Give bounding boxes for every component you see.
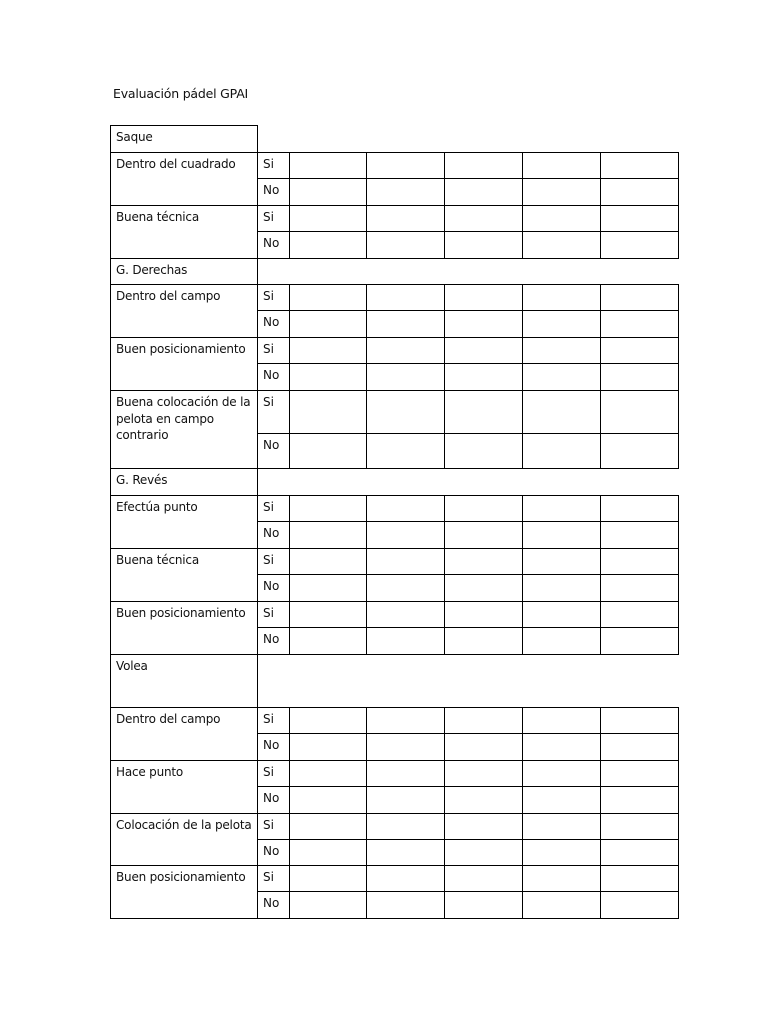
score-cell[interactable] — [445, 761, 523, 787]
score-cell[interactable] — [523, 496, 601, 522]
section-label: G. Derechas — [111, 259, 258, 285]
score-cell[interactable] — [523, 434, 601, 469]
score-cell[interactable] — [601, 434, 679, 469]
score-cell[interactable] — [367, 549, 445, 575]
score-cell[interactable] — [445, 179, 523, 206]
score-cell[interactable] — [290, 892, 367, 919]
score-cell[interactable] — [523, 206, 601, 232]
option-yes-label: Si — [258, 602, 290, 628]
score-cell[interactable] — [601, 761, 679, 787]
score-cell[interactable] — [445, 206, 523, 232]
score-cell[interactable] — [523, 892, 601, 919]
criterion-row-yes — [111, 153, 679, 179]
score-cell[interactable] — [367, 434, 445, 469]
criterion-label: Dentro del campo — [111, 708, 258, 761]
score-cell[interactable] — [367, 866, 445, 892]
criterion-row-yes — [111, 761, 679, 787]
score-cell[interactable] — [367, 892, 445, 919]
score-cell[interactable] — [445, 311, 523, 338]
criterion-row-yes — [111, 708, 679, 734]
score-cell[interactable] — [367, 179, 445, 206]
score-cell[interactable] — [445, 434, 523, 469]
score-cell[interactable] — [601, 575, 679, 602]
option-no-label: No — [258, 840, 290, 866]
score-cell[interactable] — [523, 734, 601, 761]
score-cell[interactable] — [367, 734, 445, 761]
criterion-label: Buena técnica — [111, 206, 258, 259]
score-cell[interactable] — [523, 549, 601, 575]
score-cell[interactable] — [601, 179, 679, 206]
score-cell[interactable] — [601, 708, 679, 734]
section-label: G. Revés — [111, 469, 258, 496]
section-blank — [258, 469, 679, 496]
criterion-label: Dentro del cuadrado — [111, 153, 258, 206]
criterion-row-yes — [111, 338, 679, 364]
score-cell[interactable] — [445, 522, 523, 549]
score-cell[interactable] — [290, 628, 367, 655]
evaluation-table — [110, 125, 679, 919]
score-cell[interactable] — [445, 787, 523, 814]
score-cell[interactable] — [445, 628, 523, 655]
score-cell[interactable] — [290, 285, 367, 311]
criterion-label: Efectúa punto — [111, 496, 258, 549]
score-cell[interactable] — [523, 761, 601, 787]
score-cell[interactable] — [290, 496, 367, 522]
score-cell[interactable] — [290, 522, 367, 549]
score-cell[interactable] — [445, 338, 523, 364]
option-yes-label: Si — [258, 866, 290, 892]
score-cell[interactable] — [290, 364, 367, 391]
score-cell[interactable] — [601, 734, 679, 761]
score-cell[interactable] — [601, 311, 679, 338]
criterion-label: Buen posicionamiento — [111, 338, 258, 391]
score-cell[interactable] — [290, 602, 367, 628]
score-cell[interactable] — [290, 734, 367, 761]
score-cell[interactable] — [445, 734, 523, 761]
score-cell[interactable] — [523, 311, 601, 338]
score-cell[interactable] — [367, 311, 445, 338]
score-cell[interactable] — [601, 153, 679, 179]
criterion-row-yes — [111, 602, 679, 628]
score-cell[interactable] — [367, 206, 445, 232]
score-cell[interactable] — [367, 232, 445, 259]
score-cell[interactable] — [523, 391, 601, 434]
criterion-label: Buen posicionamiento — [111, 866, 258, 919]
score-cell[interactable] — [445, 549, 523, 575]
score-cell[interactable] — [367, 575, 445, 602]
score-cell[interactable] — [367, 787, 445, 814]
score-cell[interactable] — [367, 496, 445, 522]
score-cell[interactable] — [601, 496, 679, 522]
score-cell[interactable] — [523, 628, 601, 655]
score-cell[interactable] — [290, 434, 367, 469]
score-cell[interactable] — [445, 364, 523, 391]
score-cell[interactable] — [601, 522, 679, 549]
score-cell[interactable] — [445, 575, 523, 602]
score-cell[interactable] — [290, 787, 367, 814]
score-cell[interactable] — [445, 496, 523, 522]
score-cell[interactable] — [445, 232, 523, 259]
criterion-label: Hace punto — [111, 761, 258, 814]
criterion-row-yes — [111, 496, 679, 522]
criterion-row-yes — [111, 814, 679, 840]
criterion-label: Buena colocación de la pelota en campo contrario — [111, 391, 258, 469]
score-cell[interactable] — [601, 628, 679, 655]
score-cell[interactable] — [367, 814, 445, 840]
score-cell[interactable] — [445, 866, 523, 892]
score-cell[interactable] — [523, 814, 601, 840]
score-cell[interactable] — [601, 364, 679, 391]
score-cell[interactable] — [290, 179, 367, 206]
score-cell[interactable] — [290, 549, 367, 575]
criterion-label: Buen posicionamiento — [111, 602, 258, 655]
criterion-row-yes — [111, 549, 679, 575]
score-cell[interactable] — [523, 232, 601, 259]
score-cell[interactable] — [367, 338, 445, 364]
score-cell[interactable] — [523, 338, 601, 364]
score-cell[interactable] — [367, 153, 445, 179]
score-cell[interactable] — [367, 285, 445, 311]
option-yes-label: Si — [258, 153, 290, 179]
option-no-label: No — [258, 434, 290, 469]
score-cell[interactable] — [290, 575, 367, 602]
score-cell[interactable] — [601, 866, 679, 892]
option-no-label: No — [258, 892, 290, 919]
section-row — [111, 655, 679, 708]
document-title: Evaluación pádel GPAI — [113, 86, 249, 101]
option-yes-label: Si — [258, 814, 290, 840]
score-cell[interactable] — [290, 708, 367, 734]
score-cell[interactable] — [290, 814, 367, 840]
criterion-label: Dentro del campo — [111, 285, 258, 338]
score-cell[interactable] — [367, 708, 445, 734]
section-row — [111, 126, 679, 153]
score-cell[interactable] — [367, 391, 445, 434]
criterion-label: Colocación de la pelota — [111, 814, 258, 866]
criterion-label: Buena técnica — [111, 549, 258, 602]
score-cell[interactable] — [523, 285, 601, 311]
score-cell[interactable] — [523, 787, 601, 814]
score-cell[interactable] — [290, 232, 367, 259]
score-cell[interactable] — [445, 814, 523, 840]
section-label: Saque — [111, 126, 258, 153]
score-cell[interactable] — [523, 866, 601, 892]
score-cell[interactable] — [523, 522, 601, 549]
score-cell[interactable] — [601, 814, 679, 840]
score-cell[interactable] — [445, 153, 523, 179]
option-yes-label: Si — [258, 206, 290, 232]
option-no-label: No — [258, 575, 290, 602]
option-no-label: No — [258, 628, 290, 655]
section-row — [111, 259, 679, 285]
option-no-label: No — [258, 522, 290, 549]
score-cell[interactable] — [523, 179, 601, 206]
score-cell[interactable] — [290, 391, 367, 434]
score-cell[interactable] — [367, 602, 445, 628]
score-cell[interactable] — [601, 787, 679, 814]
option-yes-label: Si — [258, 549, 290, 575]
option-no-label: No — [258, 734, 290, 761]
option-yes-label: Si — [258, 708, 290, 734]
score-cell[interactable] — [445, 285, 523, 311]
score-cell[interactable] — [523, 364, 601, 391]
score-cell[interactable] — [290, 153, 367, 179]
score-cell[interactable] — [367, 761, 445, 787]
section-blank — [258, 126, 679, 153]
score-cell[interactable] — [601, 391, 679, 434]
score-cell[interactable] — [445, 391, 523, 434]
score-cell[interactable] — [523, 153, 601, 179]
criterion-row-yes — [111, 206, 679, 232]
score-cell[interactable] — [367, 522, 445, 549]
score-cell[interactable] — [523, 575, 601, 602]
option-no-label: No — [258, 364, 290, 391]
score-cell[interactable] — [290, 866, 367, 892]
section-blank — [258, 655, 679, 708]
score-cell[interactable] — [290, 311, 367, 338]
section-label: Volea — [111, 655, 258, 708]
criterion-row-yes — [111, 866, 679, 892]
option-no-label: No — [258, 179, 290, 206]
option-no-label: No — [258, 311, 290, 338]
option-no-label: No — [258, 787, 290, 814]
score-cell[interactable] — [601, 285, 679, 311]
score-cell[interactable] — [601, 892, 679, 919]
section-row — [111, 469, 679, 496]
score-cell[interactable] — [601, 602, 679, 628]
option-yes-label: Si — [258, 285, 290, 311]
score-cell[interactable] — [445, 602, 523, 628]
score-cell[interactable] — [445, 840, 523, 866]
score-cell[interactable] — [290, 840, 367, 866]
score-cell[interactable] — [601, 206, 679, 232]
score-cell[interactable] — [601, 840, 679, 866]
score-cell[interactable] — [290, 206, 367, 232]
score-cell[interactable] — [523, 602, 601, 628]
criterion-row-yes — [111, 391, 679, 434]
section-blank — [258, 259, 679, 285]
score-cell[interactable] — [367, 364, 445, 391]
option-yes-label: Si — [258, 496, 290, 522]
score-cell[interactable] — [601, 232, 679, 259]
score-cell[interactable] — [367, 840, 445, 866]
score-cell[interactable] — [523, 708, 601, 734]
score-cell[interactable] — [601, 549, 679, 575]
criterion-row-yes — [111, 285, 679, 311]
score-cell[interactable] — [290, 338, 367, 364]
option-no-label: No — [258, 232, 290, 259]
option-yes-label: Si — [258, 391, 290, 434]
score-cell[interactable] — [445, 892, 523, 919]
score-cell[interactable] — [601, 338, 679, 364]
score-cell[interactable] — [367, 628, 445, 655]
option-yes-label: Si — [258, 338, 290, 364]
score-cell[interactable] — [445, 708, 523, 734]
score-cell[interactable] — [523, 840, 601, 866]
score-cell[interactable] — [290, 761, 367, 787]
option-yes-label: Si — [258, 761, 290, 787]
